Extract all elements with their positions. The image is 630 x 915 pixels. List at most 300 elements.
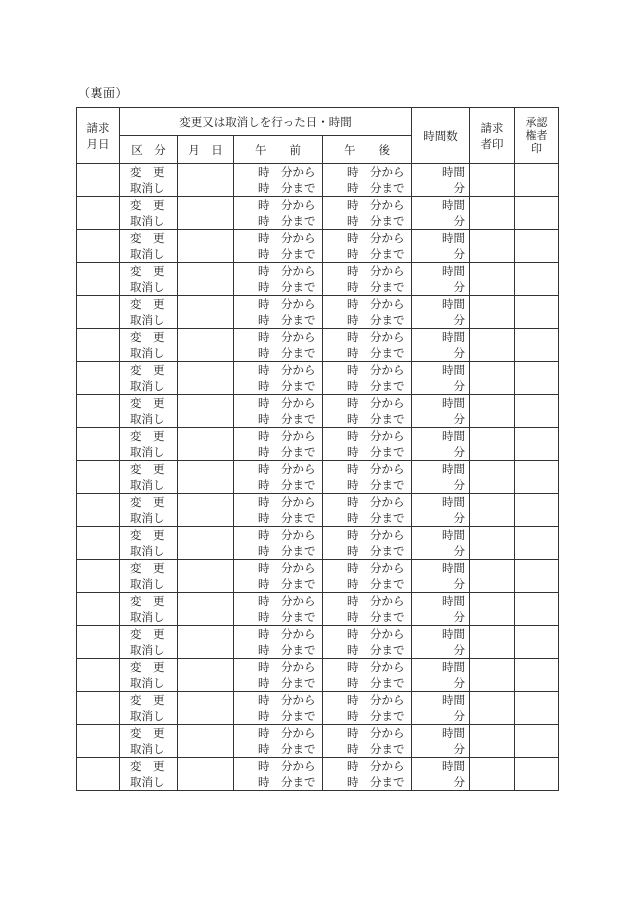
change-option[interactable]: 変 更 (130, 264, 165, 278)
cancel-option[interactable]: 取消し (130, 775, 165, 789)
pm-from-label: 時 分から (347, 396, 405, 410)
am-until-label: 時 分まで (258, 742, 316, 756)
hours-cell[interactable] (412, 164, 470, 197)
hours-cell[interactable] (412, 692, 470, 725)
am-until-label: 時 分まで (258, 610, 316, 624)
minutes-unit-label: 分 (453, 643, 465, 657)
requester-seal-cell[interactable] (470, 692, 515, 725)
month-day-cell[interactable] (178, 296, 234, 329)
am-time-cell[interactable] (234, 725, 323, 758)
month-day-cell[interactable] (178, 263, 234, 296)
pm-time-cell[interactable] (323, 263, 412, 296)
requester-seal-cell[interactable] (470, 461, 515, 494)
requester-seal-cell[interactable] (470, 395, 515, 428)
header-change-cancel-title: 変更又は取消しを行った日・時間 (120, 108, 412, 136)
hours-cell[interactable] (412, 725, 470, 758)
category-cell[interactable] (120, 560, 178, 593)
cancel-option[interactable]: 取消し (130, 247, 165, 261)
cancel-option[interactable]: 取消し (130, 577, 165, 591)
pm-from-label: 時 分から (347, 198, 405, 212)
minutes-unit-label: 分 (453, 775, 465, 789)
pm-time-cell[interactable] (323, 527, 412, 560)
change-option[interactable]: 変 更 (130, 693, 165, 707)
requester-seal-cell[interactable] (470, 527, 515, 560)
request-date-cell[interactable] (77, 395, 120, 428)
am-time-cell[interactable] (234, 527, 323, 560)
requester-seal-cell[interactable] (470, 626, 515, 659)
pm-until-label: 時 分まで (347, 379, 405, 393)
am-from-label: 時 分から (258, 495, 316, 509)
request-date-cell[interactable] (77, 758, 120, 791)
request-date-cell[interactable] (77, 230, 120, 263)
am-until-label: 時 分まで (258, 214, 316, 228)
request-date-cell[interactable] (77, 626, 120, 659)
requester-seal-cell[interactable] (470, 494, 515, 527)
am-from-label: 時 分から (258, 396, 316, 410)
cancel-option[interactable]: 取消し (130, 610, 165, 624)
requester-seal-cell[interactable] (470, 164, 515, 197)
month-day-cell[interactable] (178, 758, 234, 791)
am-until-label: 時 分まで (258, 181, 316, 195)
pm-time-cell[interactable] (323, 428, 412, 461)
request-date-cell[interactable] (77, 263, 120, 296)
hours-cell[interactable] (412, 329, 470, 362)
approver-seal-cell[interactable] (515, 725, 559, 758)
pm-time-cell[interactable] (323, 461, 412, 494)
hours-cell[interactable] (412, 197, 470, 230)
pm-time-cell[interactable] (323, 626, 412, 659)
change-option[interactable]: 変 更 (130, 198, 165, 212)
cancel-option[interactable]: 取消し (130, 280, 165, 294)
category-cell[interactable] (120, 659, 178, 692)
approver-seal-cell[interactable] (515, 461, 559, 494)
am-from-label: 時 分から (258, 198, 316, 212)
request-date-cell[interactable] (77, 494, 120, 527)
am-time-cell[interactable] (234, 263, 323, 296)
header-requester-seal-label: 請求 者印 (480, 120, 504, 151)
change-option[interactable]: 変 更 (130, 660, 165, 674)
request-date-cell[interactable] (77, 164, 120, 197)
approver-seal-cell[interactable] (515, 329, 559, 362)
hours-cell[interactable] (412, 659, 470, 692)
am-time-cell[interactable] (234, 626, 323, 659)
pm-from-label: 時 分から (347, 627, 405, 641)
category-cell[interactable] (120, 428, 178, 461)
change-option[interactable]: 変 更 (130, 396, 165, 410)
am-time-cell[interactable] (234, 164, 323, 197)
pm-from-label: 時 分から (347, 462, 405, 476)
request-date-cell[interactable] (77, 461, 120, 494)
category-cell[interactable] (120, 461, 178, 494)
pm-until-label: 時 分まで (347, 676, 405, 690)
request-date-cell[interactable] (77, 428, 120, 461)
minutes-unit-label: 分 (453, 214, 465, 228)
hours-unit-label: 時間 (442, 561, 465, 575)
requester-seal-cell[interactable] (470, 230, 515, 263)
month-day-cell[interactable] (178, 329, 234, 362)
approver-seal-cell[interactable] (515, 527, 559, 560)
pm-from-label: 時 分から (347, 759, 405, 773)
pm-from-label: 時 分から (347, 363, 405, 377)
am-time-cell[interactable] (234, 230, 323, 263)
am-from-label: 時 分から (258, 660, 316, 674)
am-until-label: 時 分まで (258, 280, 316, 294)
table-row (77, 527, 559, 560)
approver-seal-cell[interactable] (515, 593, 559, 626)
cancel-option[interactable]: 取消し (130, 214, 165, 228)
approver-seal-cell[interactable] (515, 494, 559, 527)
pm-from-label: 時 分から (347, 726, 405, 740)
approver-seal-cell[interactable] (515, 395, 559, 428)
category-cell[interactable] (120, 626, 178, 659)
hours-cell[interactable] (412, 428, 470, 461)
cancel-option[interactable]: 取消し (130, 709, 165, 723)
table-row (77, 758, 559, 791)
am-until-label: 時 分まで (258, 643, 316, 657)
hours-unit-label: 時間 (442, 198, 465, 212)
request-date-cell[interactable] (77, 527, 120, 560)
am-time-cell[interactable] (234, 296, 323, 329)
cancel-option[interactable]: 取消し (130, 544, 165, 558)
cancel-option[interactable]: 取消し (130, 379, 165, 393)
minutes-unit-label: 分 (453, 181, 465, 195)
minutes-unit-label: 分 (453, 412, 465, 426)
month-day-cell[interactable] (178, 395, 234, 428)
month-day-cell[interactable] (178, 230, 234, 263)
am-from-label: 時 分から (258, 462, 316, 476)
am-until-label: 時 分まで (258, 577, 316, 591)
request-date-cell[interactable] (77, 725, 120, 758)
pm-from-label: 時 分から (347, 495, 405, 509)
month-day-cell[interactable] (178, 197, 234, 230)
requester-seal-cell[interactable] (470, 263, 515, 296)
hours-unit-label: 時間 (442, 495, 465, 509)
pm-time-cell[interactable] (323, 758, 412, 791)
change-option[interactable]: 変 更 (130, 627, 165, 641)
am-from-label: 時 分から (258, 627, 316, 641)
pm-time-cell[interactable] (323, 692, 412, 725)
header-am: 午 前 (234, 136, 323, 164)
month-day-cell[interactable] (178, 527, 234, 560)
am-from-label: 時 分から (258, 594, 316, 608)
am-from-label: 時 分から (258, 363, 316, 377)
minutes-unit-label: 分 (453, 280, 465, 294)
cancel-option[interactable]: 取消し (130, 478, 165, 492)
approver-seal-cell[interactable] (515, 626, 559, 659)
change-option[interactable]: 変 更 (130, 297, 165, 311)
hours-cell[interactable] (412, 593, 470, 626)
table-row (77, 362, 559, 395)
category-cell[interactable] (120, 362, 178, 395)
approver-seal-cell[interactable] (515, 230, 559, 263)
am-time-cell[interactable] (234, 428, 323, 461)
category-cell[interactable] (120, 758, 178, 791)
pm-from-label: 時 分から (347, 165, 405, 179)
cancel-option[interactable]: 取消し (130, 346, 165, 360)
am-time-cell[interactable] (234, 692, 323, 725)
hours-cell[interactable] (412, 626, 470, 659)
change-option[interactable]: 変 更 (130, 462, 165, 476)
hours-unit-label: 時間 (442, 396, 465, 410)
category-cell[interactable] (120, 164, 178, 197)
header-hours: 時間数 (412, 108, 470, 164)
table-row (77, 395, 559, 428)
table-row (77, 461, 559, 494)
category-cell[interactable] (120, 593, 178, 626)
change-option[interactable]: 変 更 (130, 759, 165, 773)
change-cancel-record-table (76, 107, 559, 791)
request-date-cell[interactable] (77, 659, 120, 692)
change-option[interactable]: 変 更 (130, 528, 165, 542)
pm-until-label: 時 分まで (347, 643, 405, 657)
table-row (77, 593, 559, 626)
pm-time-cell[interactable] (323, 329, 412, 362)
table-row (77, 329, 559, 362)
requester-seal-cell[interactable] (470, 428, 515, 461)
am-until-label: 時 分まで (258, 511, 316, 525)
am-until-label: 時 分まで (258, 709, 316, 723)
pm-time-cell[interactable] (323, 230, 412, 263)
header-month-day: 月 日 (178, 136, 234, 164)
approver-seal-cell[interactable] (515, 560, 559, 593)
approver-seal-cell[interactable] (515, 362, 559, 395)
requester-seal-cell[interactable] (470, 197, 515, 230)
requester-seal-cell[interactable] (470, 659, 515, 692)
request-date-cell[interactable] (77, 362, 120, 395)
change-option[interactable]: 変 更 (130, 330, 165, 344)
month-day-cell[interactable] (178, 593, 234, 626)
am-time-cell[interactable] (234, 560, 323, 593)
category-cell[interactable] (120, 725, 178, 758)
change-option[interactable]: 変 更 (130, 495, 165, 509)
change-option[interactable]: 変 更 (130, 429, 165, 443)
table-row (77, 197, 559, 230)
pm-time-cell[interactable] (323, 395, 412, 428)
cancel-option[interactable]: 取消し (130, 445, 165, 459)
hours-cell[interactable] (412, 560, 470, 593)
hours-unit-label: 時間 (442, 660, 465, 674)
am-time-cell[interactable] (234, 395, 323, 428)
category-cell[interactable] (120, 494, 178, 527)
category-cell[interactable] (120, 296, 178, 329)
pm-from-label: 時 分から (347, 693, 405, 707)
hours-cell[interactable] (412, 263, 470, 296)
am-time-cell[interactable] (234, 494, 323, 527)
pm-from-label: 時 分から (347, 561, 405, 575)
hours-cell[interactable] (412, 395, 470, 428)
pm-time-cell[interactable] (323, 362, 412, 395)
approver-seal-cell[interactable] (515, 296, 559, 329)
pm-time-cell[interactable] (323, 593, 412, 626)
am-until-label: 時 分まで (258, 676, 316, 690)
pm-from-label: 時 分から (347, 330, 405, 344)
category-cell[interactable] (120, 230, 178, 263)
change-option[interactable]: 変 更 (130, 594, 165, 608)
pm-until-label: 時 分まで (347, 511, 405, 525)
month-day-cell[interactable] (178, 428, 234, 461)
pm-from-label: 時 分から (347, 297, 405, 311)
hours-unit-label: 時間 (442, 330, 465, 344)
header-requester-seal (470, 108, 515, 164)
month-day-cell[interactable] (178, 362, 234, 395)
hours-cell[interactable] (412, 461, 470, 494)
approver-seal-cell[interactable] (515, 428, 559, 461)
am-time-cell[interactable] (234, 329, 323, 362)
category-cell[interactable] (120, 527, 178, 560)
pm-time-cell[interactable] (323, 296, 412, 329)
category-cell[interactable] (120, 329, 178, 362)
minutes-unit-label: 分 (453, 478, 465, 492)
approver-seal-cell[interactable] (515, 263, 559, 296)
hours-cell[interactable] (412, 758, 470, 791)
am-time-cell[interactable] (234, 758, 323, 791)
change-option[interactable]: 変 更 (130, 726, 165, 740)
am-from-label: 時 分から (258, 231, 316, 245)
header-category: 区 分 (120, 136, 178, 164)
month-day-cell[interactable] (178, 164, 234, 197)
pm-from-label: 時 分から (347, 429, 405, 443)
request-date-cell[interactable] (77, 296, 120, 329)
am-until-label: 時 分まで (258, 313, 316, 327)
category-cell[interactable] (120, 395, 178, 428)
requester-seal-cell[interactable] (470, 296, 515, 329)
am-until-label: 時 分まで (258, 775, 316, 789)
request-date-cell[interactable] (77, 593, 120, 626)
header-approver-seal (515, 108, 559, 164)
request-date-cell[interactable] (77, 197, 120, 230)
pm-time-cell[interactable] (323, 197, 412, 230)
approver-seal-cell[interactable] (515, 758, 559, 791)
table-row (77, 164, 559, 197)
approver-seal-cell[interactable] (515, 659, 559, 692)
am-time-cell[interactable] (234, 659, 323, 692)
hours-cell[interactable] (412, 230, 470, 263)
table-row (77, 428, 559, 461)
table-row (77, 692, 559, 725)
am-from-label: 時 分から (258, 297, 316, 311)
hours-unit-label: 時間 (442, 759, 465, 773)
minutes-unit-label: 分 (453, 445, 465, 459)
month-day-cell[interactable] (178, 692, 234, 725)
requester-seal-cell[interactable] (470, 362, 515, 395)
minutes-unit-label: 分 (453, 346, 465, 360)
header-pm: 午 後 (323, 136, 412, 164)
cancel-option[interactable]: 取消し (130, 181, 165, 195)
requester-seal-cell[interactable] (470, 329, 515, 362)
am-time-cell[interactable] (234, 197, 323, 230)
hours-cell[interactable] (412, 362, 470, 395)
hours-unit-label: 時間 (442, 297, 465, 311)
approver-seal-cell[interactable] (515, 692, 559, 725)
minutes-unit-label: 分 (453, 577, 465, 591)
hours-cell[interactable] (412, 527, 470, 560)
header-request-date (77, 108, 120, 164)
pm-time-cell[interactable] (323, 725, 412, 758)
am-time-cell[interactable] (234, 593, 323, 626)
page-side-label: （裏面） (78, 86, 129, 100)
pm-time-cell[interactable] (323, 560, 412, 593)
am-time-cell[interactable] (234, 461, 323, 494)
month-day-cell[interactable] (178, 725, 234, 758)
hours-unit-label: 時間 (442, 528, 465, 542)
requester-seal-cell[interactable] (470, 758, 515, 791)
am-until-label: 時 分まで (258, 544, 316, 558)
hours-cell[interactable] (412, 296, 470, 329)
month-day-cell[interactable] (178, 461, 234, 494)
pm-until-label: 時 分まで (347, 181, 405, 195)
request-date-cell[interactable] (77, 329, 120, 362)
cancel-option[interactable]: 取消し (130, 643, 165, 657)
table-row (77, 659, 559, 692)
minutes-unit-label: 分 (453, 742, 465, 756)
change-option[interactable]: 変 更 (130, 363, 165, 377)
pm-until-label: 時 分まで (347, 445, 405, 459)
requester-seal-cell[interactable] (470, 560, 515, 593)
table-row (77, 560, 559, 593)
header-approver-seal-label: 承認 権者 印 (525, 116, 548, 155)
month-day-cell[interactable] (178, 494, 234, 527)
pm-time-cell[interactable] (323, 164, 412, 197)
change-option[interactable]: 変 更 (130, 561, 165, 575)
cancel-option[interactable]: 取消し (130, 676, 165, 690)
am-from-label: 時 分から (258, 726, 316, 740)
request-date-cell[interactable] (77, 692, 120, 725)
month-day-cell[interactable] (178, 626, 234, 659)
hours-unit-label: 時間 (442, 165, 465, 179)
minutes-unit-label: 分 (453, 379, 465, 393)
category-cell[interactable] (120, 692, 178, 725)
cancel-option[interactable]: 取消し (130, 511, 165, 525)
pm-until-label: 時 分まで (347, 280, 405, 294)
cancel-option[interactable]: 取消し (130, 313, 165, 327)
change-option[interactable]: 変 更 (130, 231, 165, 245)
minutes-unit-label: 分 (453, 511, 465, 525)
pm-from-label: 時 分から (347, 264, 405, 278)
pm-until-label: 時 分まで (347, 775, 405, 789)
cancel-option[interactable]: 取消し (130, 742, 165, 756)
hours-unit-label: 時間 (442, 462, 465, 476)
change-option[interactable]: 変 更 (130, 165, 165, 179)
month-day-cell[interactable] (178, 659, 234, 692)
am-time-cell[interactable] (234, 362, 323, 395)
pm-from-label: 時 分から (347, 594, 405, 608)
am-from-label: 時 分から (258, 693, 316, 707)
month-day-cell[interactable] (178, 560, 234, 593)
am-from-label: 時 分から (258, 561, 316, 575)
category-cell[interactable] (120, 263, 178, 296)
category-cell[interactable] (120, 197, 178, 230)
hours-unit-label: 時間 (442, 264, 465, 278)
minutes-unit-label: 分 (453, 247, 465, 261)
hours-unit-label: 時間 (442, 429, 465, 443)
cancel-option[interactable]: 取消し (130, 412, 165, 426)
am-until-label: 時 分まで (258, 445, 316, 459)
request-date-cell[interactable] (77, 560, 120, 593)
approver-seal-cell[interactable] (515, 164, 559, 197)
requester-seal-cell[interactable] (470, 725, 515, 758)
approver-seal-cell[interactable] (515, 197, 559, 230)
pm-time-cell[interactable] (323, 494, 412, 527)
hours-unit-label: 時間 (442, 726, 465, 740)
hours-unit-label: 時間 (442, 693, 465, 707)
hours-cell[interactable] (412, 494, 470, 527)
minutes-unit-label: 分 (453, 709, 465, 723)
table-row (77, 494, 559, 527)
pm-until-label: 時 分まで (347, 478, 405, 492)
pm-time-cell[interactable] (323, 659, 412, 692)
requester-seal-cell[interactable] (470, 593, 515, 626)
minutes-unit-label: 分 (453, 676, 465, 690)
